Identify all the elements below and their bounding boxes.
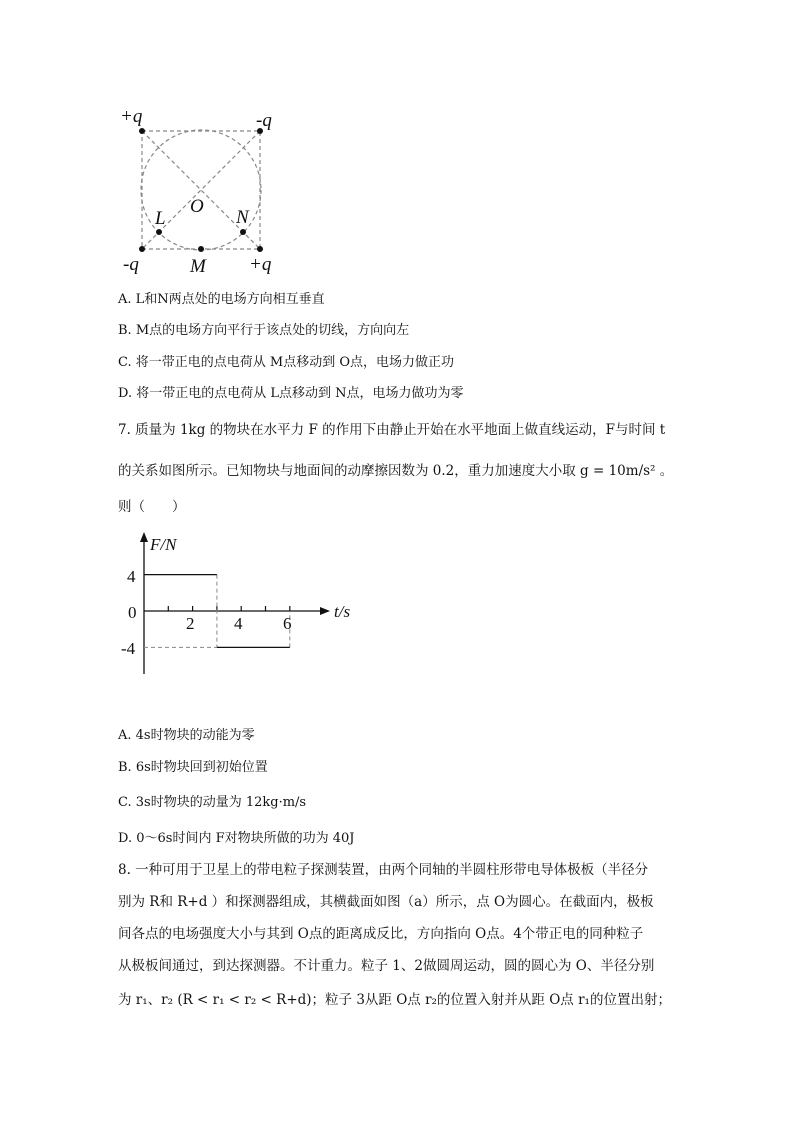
x-axis-label: t/s	[334, 602, 351, 621]
label-bottom-right: +q	[249, 254, 272, 275]
q8-stem-line5: 为 r₁、r₂ (R < r₁ < r₂ < R+d)；粒子 3从距 O点 r₂的位置入射并从距 O点 r₁的位置出射；	[118, 992, 671, 1008]
q7-stem-line1: 7. 质量为 1kg 的物块在水平力 F 的作用下由静止开始在水平地面上做直线运动，F与时间 t	[118, 422, 666, 438]
y-axis-label: F/N	[150, 535, 177, 554]
charge-point-top-left	[139, 128, 145, 134]
tick-label-x2: 2	[186, 614, 195, 633]
point-M	[198, 246, 204, 252]
label-M: M	[190, 256, 206, 277]
q7-option-a: A. 4s时物块的动能为零	[118, 728, 255, 743]
label-L: L	[155, 208, 166, 229]
q8-stem-line1: 8. 一种可用于卫星上的带电粒子探测装置，由两个同轴的半圆柱形带电导体极板（半径分	[118, 862, 649, 878]
q7-stem-line3: 则（ ）	[118, 499, 186, 515]
q8-stem-line2: 别为 R和 R+d ）和探测器组成，其横截面如图（a）所示，点 O为圆心。在截面内，极板	[118, 894, 654, 910]
charge-point-bottom-right	[257, 246, 263, 252]
label-top-left: +q	[120, 106, 143, 127]
point-N	[240, 229, 246, 235]
force-time-graph	[118, 528, 368, 678]
label-top-right: -q	[256, 110, 272, 131]
q7-option-b: B. 6s时物块回到初始位置	[118, 760, 268, 775]
y-axis-arrow	[140, 532, 148, 542]
label-N: N	[236, 207, 249, 228]
q7-option-d: D. 0～6s时间内 F对物块所做的功为 40J	[118, 831, 355, 846]
tick-label-x6: 6	[283, 614, 292, 633]
x-axis-arrow	[320, 607, 330, 615]
q6-option-c: C. 将一带正电的点电荷从 M点移动到 O点，电场力做正功	[118, 355, 454, 370]
q8-stem-line4: 从极板间通过，到达探测器。不计重力。粒子 1、2做圆周运动，圆的圆心为 O、半径分别	[118, 958, 655, 974]
q6-option-a: A. L和N两点处的电场方向相互垂直	[118, 292, 325, 307]
q8-stem-line3: 间各点的电场强度大小与其到 O点的距离成反比，方向指向 O点。4个带正电的同种粒子	[118, 926, 644, 942]
q6-option-d: D. 将一带正电的点电荷从 L点移动到 N点，电场力做功为零	[118, 386, 464, 401]
charge-point-bottom-left	[139, 246, 145, 252]
label-center-O: O	[190, 196, 204, 217]
tick-label-y0: 0	[128, 603, 137, 622]
q7-stem-line2: 的关系如图所示。已知物块与地面间的动摩擦因数为 0.2，重力加速度大小取 g = 10m/s² 。	[118, 463, 674, 479]
tick-label-y4: 4	[127, 567, 136, 586]
tick-label-x4: 4	[234, 614, 243, 633]
tick-label-yneg4: -4	[121, 639, 136, 658]
charge-square-figure	[110, 100, 290, 280]
q6-option-b: B. M点的电场方向平行于该点处的切线，方向向左	[118, 323, 410, 338]
label-bottom-left: -q	[123, 254, 139, 275]
q7-option-c: C. 3s时物块的动量为 12kg·m/s	[118, 795, 307, 810]
point-L	[156, 229, 162, 235]
